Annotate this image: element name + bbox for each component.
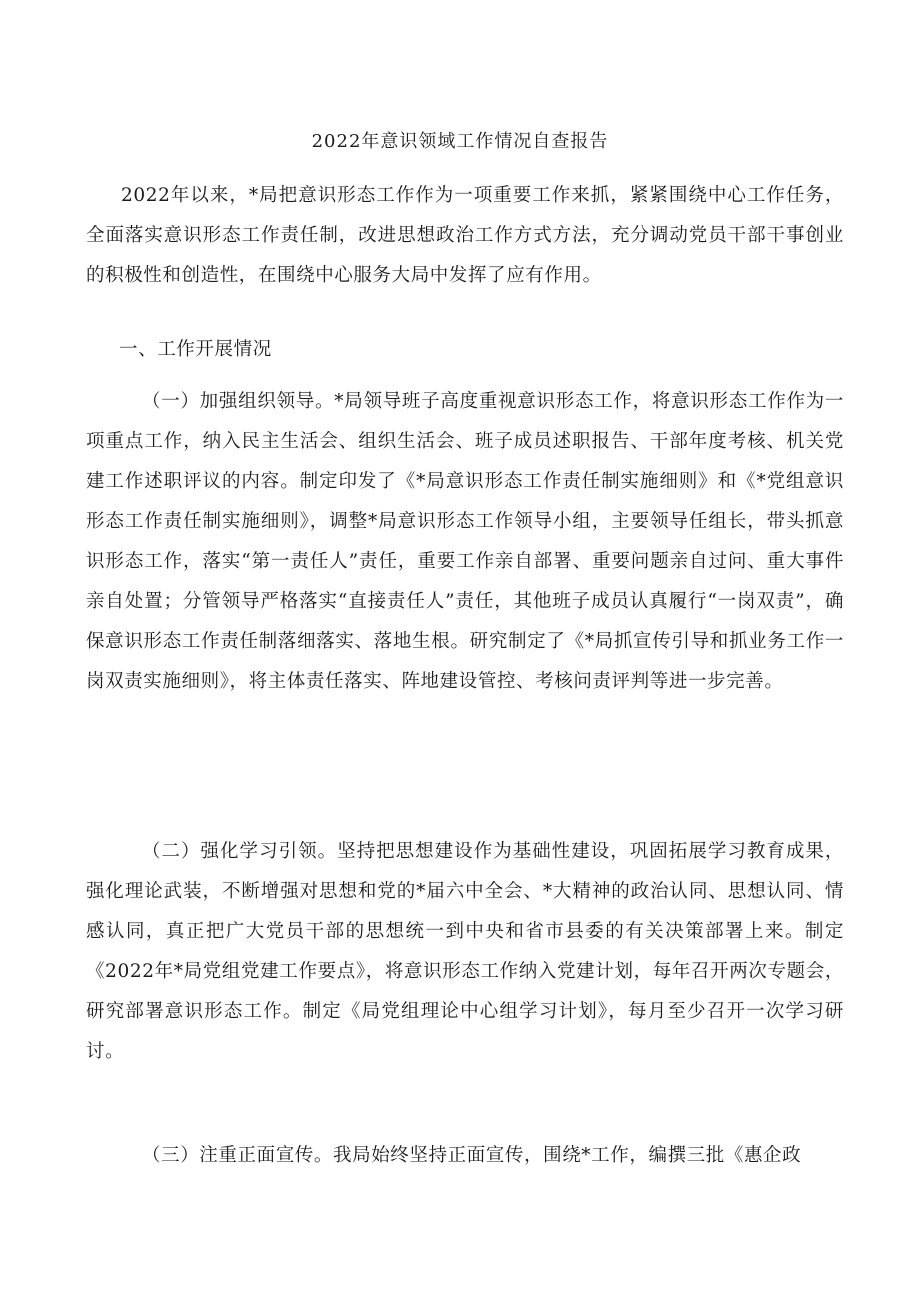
document-title: 2022年意识领域工作情况自查报告	[311, 131, 609, 152]
subsection-paragraph-3: （三）注重正面宣传。我局始终坚持正面宣传，围绕*工作，编撰三批《惠企政	[142, 1145, 802, 1166]
section-heading: 一、工作开展情况	[119, 339, 272, 360]
subsection-paragraph-1: （一）加强组织领导。*局领导班子高度重视意识形态工作，将意识形态工作作为一项重点工作，纳入民主生活会、组织生活会、班子成员述职报告、干部年度考核、机关党建工作述职评议的内容。制定印发了《*局意识形态工作责任制实施细则》和《*党组意识形态工作责任制实施细则》，调整*局意识形态工作领导小组，主要领导任组长，带头抓意识形态工作，落实“第一责任人”责任，重要工作亲自部署、重要问题亲自过问、重大事件亲自处置；分管领导严格落实“直接责任人”责任，其他班子成员认真履行“一岗双责”，确保意识形态工作责任制落细落实、落地生根。研究制定了《*局抓宣传引导和抓业务工作一岗双责实施细则》，将主体责任落实、阵地建设管控、考核问责评判等进一步完善。	[86, 391, 844, 692]
subsection-paragraph-2: （二）强化学习引领。坚持把思想建设作为基础性建设，巩固拓展学习教育成果，强化理论武装，不断增强对思想和党的*届六中全会、*大精神的政治认同、思想认同、情感认同，真正把广大党员干部的思想统一到中央和省市县委的有关决策部署上来。制定《2022年*局党组党建工作要点》，将意识形态工作纳入党建计划，每年召开两次专题会，研究部署意识形态工作。制定《局党组理论中心组学习计划》，每月至少召开一次学习研讨。	[86, 841, 844, 1062]
intro-paragraph: 2022年以来，*局把意识形态工作作为一项重要工作来抓，紧紧围绕中心工作任务，全面落实意识形态工作责任制，改进思想政治工作方式方法，充分调动党员干部干事创业的积极性和创造性，在围绕中心服务大局中发挥了应有作用。	[86, 185, 844, 286]
